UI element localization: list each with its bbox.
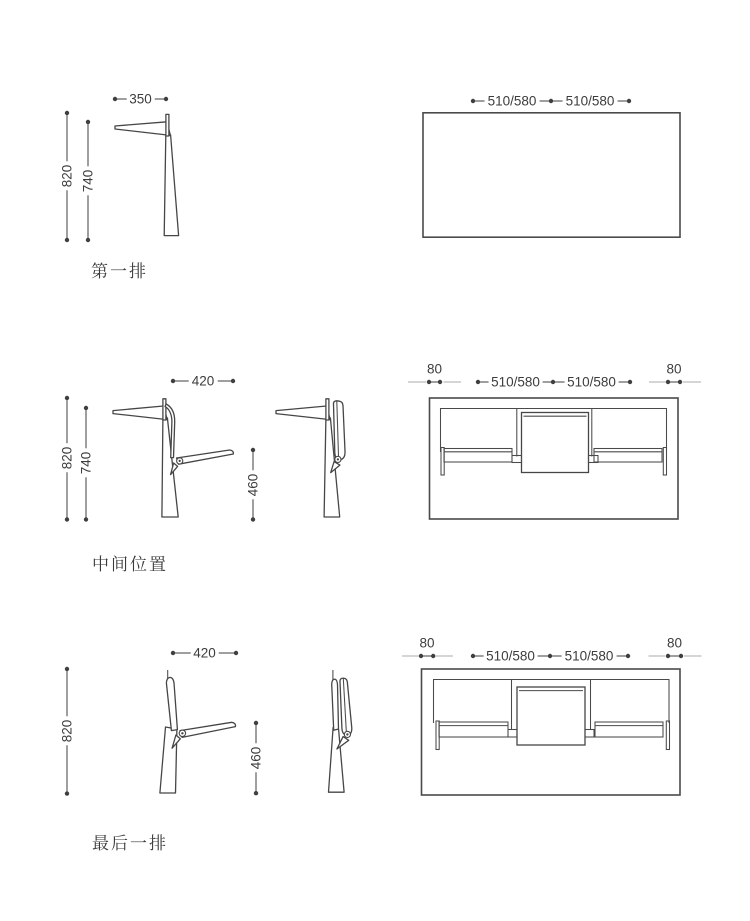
- dim-row2-top-width: 420: [189, 374, 218, 388]
- dim-row1-seat-width-2: 510/580: [563, 94, 618, 108]
- row2-top-view-drawing: [408, 380, 701, 519]
- dim-row2-height-total: 820: [60, 444, 74, 473]
- dim-row2-margin-left: 80: [426, 361, 443, 377]
- row1-top-view-drawing: [423, 99, 680, 237]
- dim-row1-height-total: 820: [60, 162, 74, 191]
- dim-row3-seat-width-2: 510/580: [562, 649, 617, 663]
- dim-row2-seat-height: 460: [246, 471, 260, 500]
- dim-row3-top-width: 420: [190, 646, 219, 660]
- dim-row3-height-total: 820: [60, 717, 74, 746]
- row3-side-view-drawing: [65, 651, 352, 796]
- dim-row2-margin-right: 80: [666, 361, 682, 377]
- dim-row3-margin-left: 80: [419, 635, 435, 651]
- dim-row1-top-width: 350: [126, 92, 155, 106]
- dim-row3-seat-height: 460: [249, 744, 263, 773]
- dim-row3-seat-width-1: 510/580: [483, 649, 538, 663]
- dim-row2-height-desk: 740: [79, 449, 93, 478]
- row3-top-view-drawing: [402, 654, 702, 795]
- row2-side-view-drawing: [65, 379, 345, 522]
- dim-row3-margin-right: 80: [666, 635, 683, 651]
- row2-label: 中间位置: [92, 555, 168, 574]
- dim-row2-seat-width-2: 510/580: [564, 375, 619, 389]
- dim-row1-seat-width-1: 510/580: [485, 94, 540, 108]
- row1-label: 第一排: [91, 262, 148, 281]
- dim-row2-seat-width-1: 510/580: [488, 375, 543, 389]
- dim-row1-height-desk: 740: [81, 167, 95, 196]
- row3-label: 最后一排: [92, 834, 168, 853]
